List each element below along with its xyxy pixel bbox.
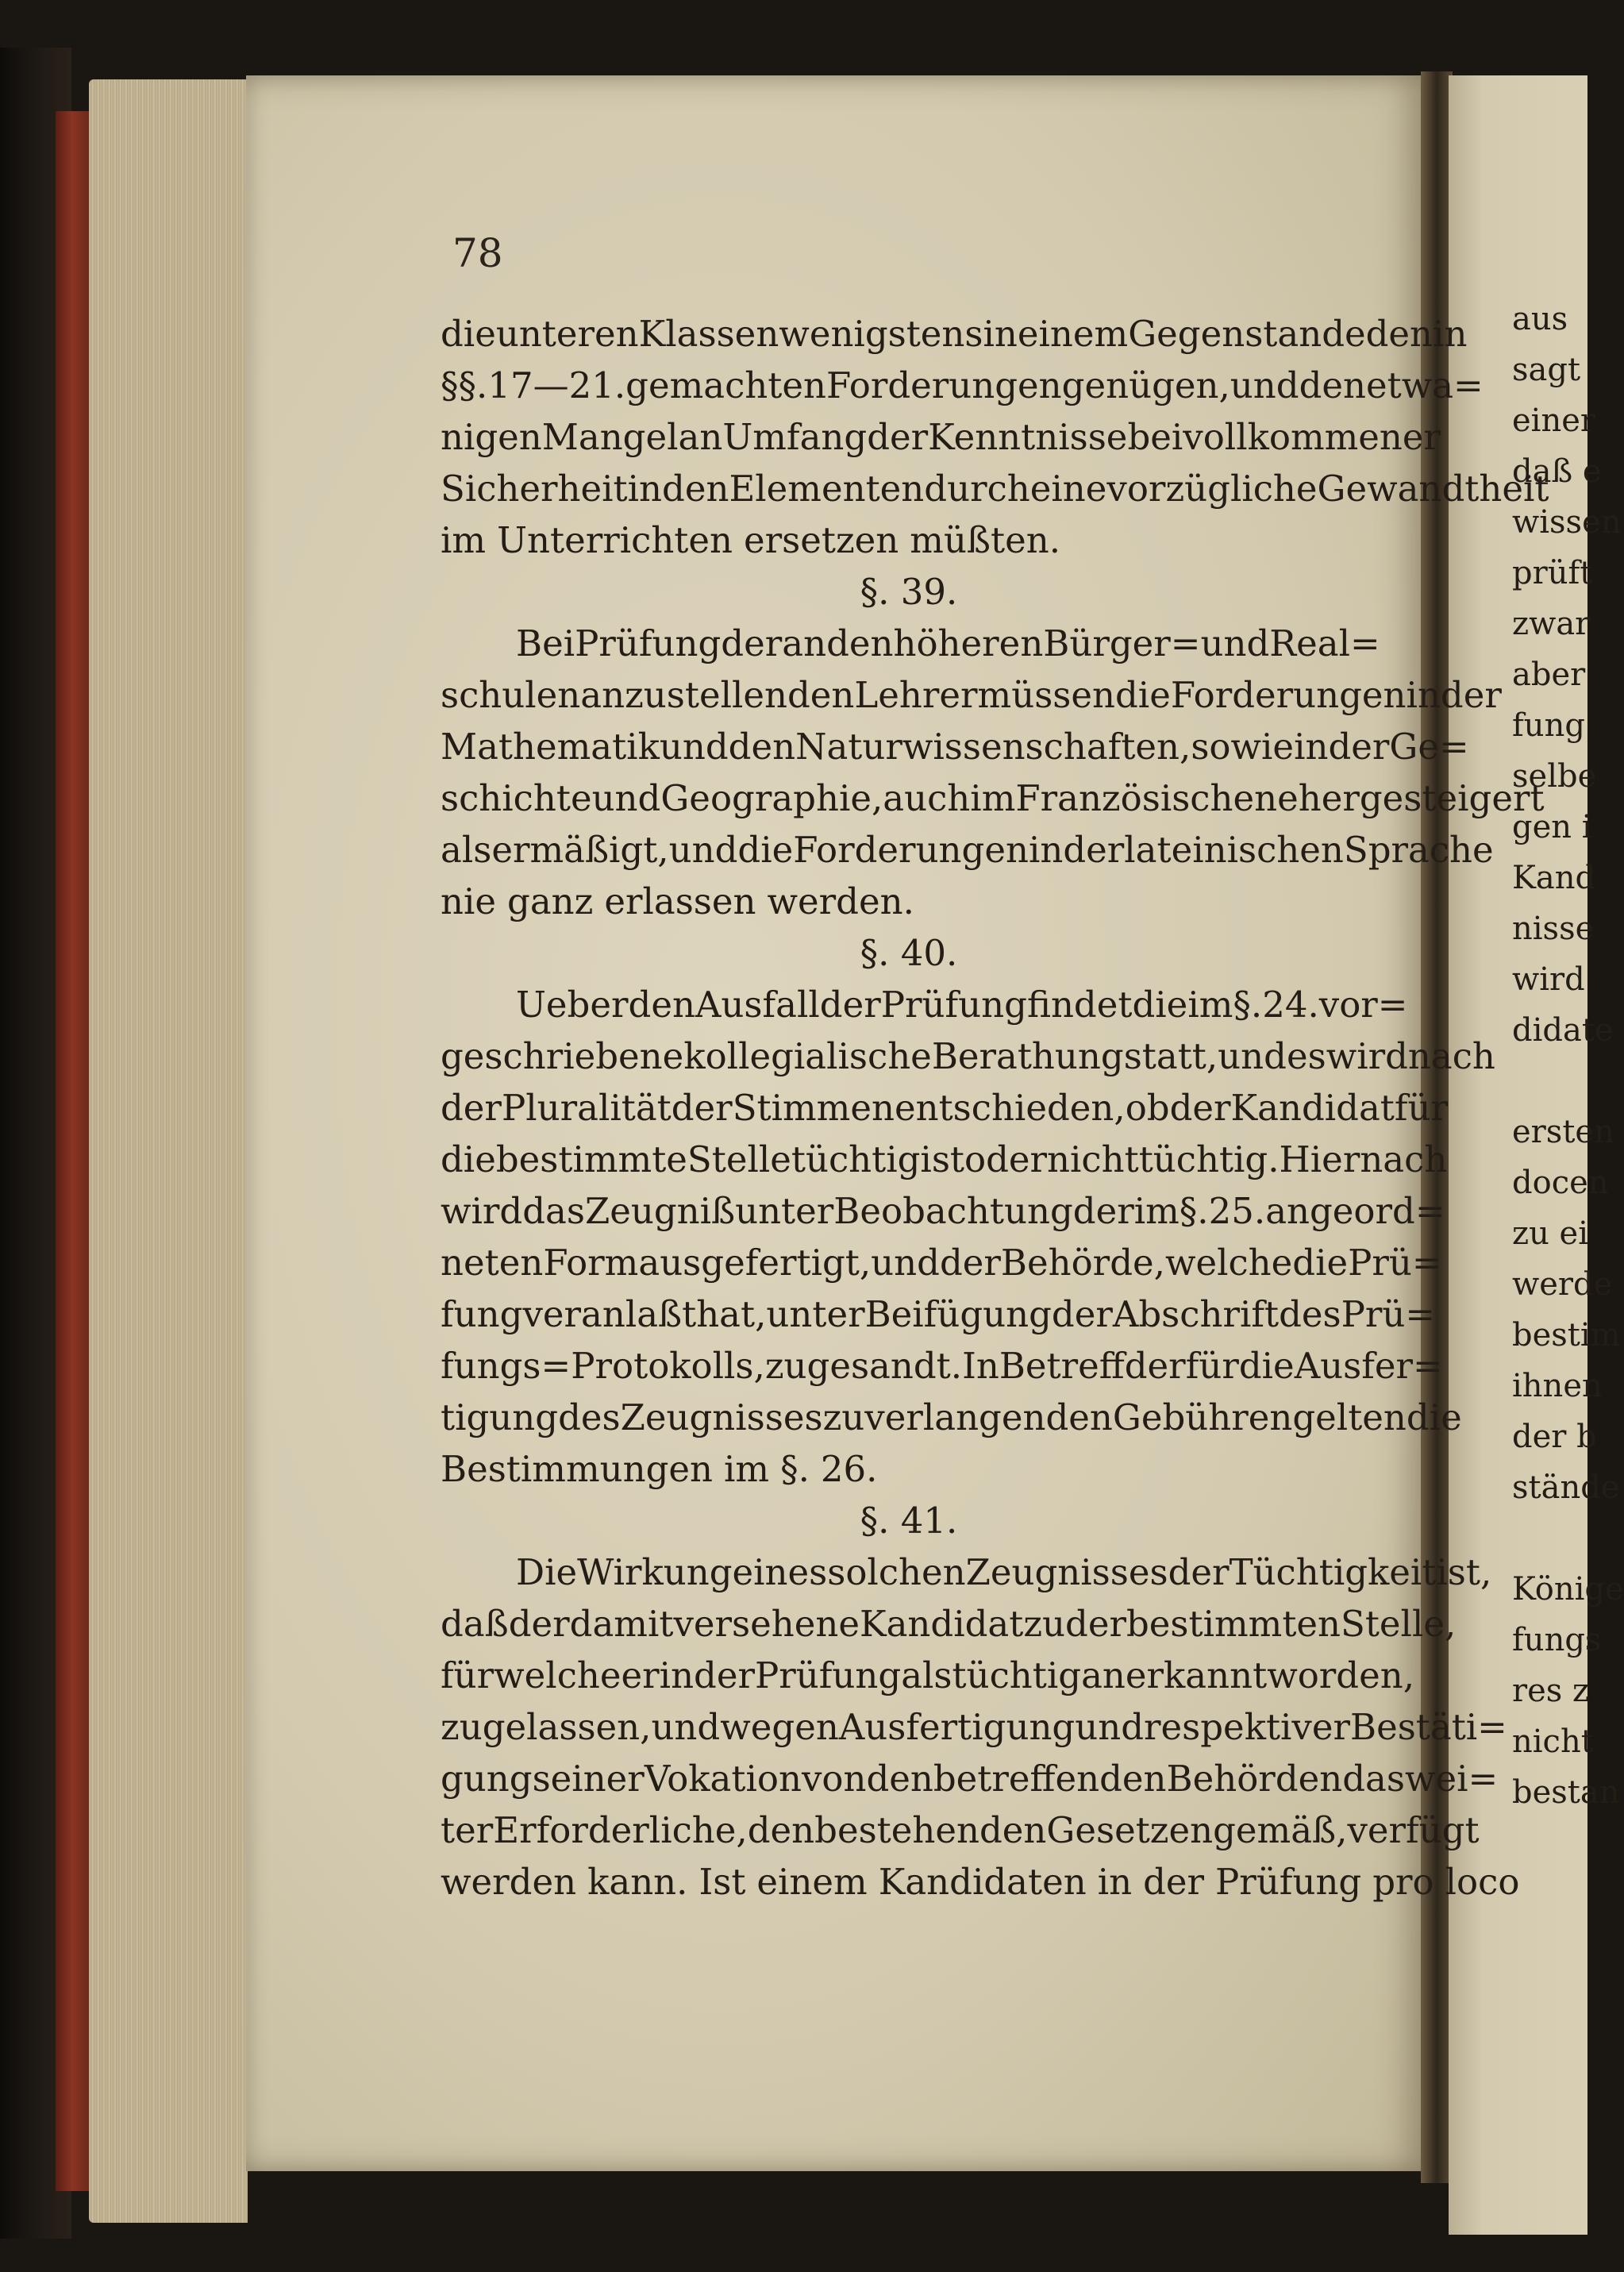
text-line: wird das Zeugniß unter Beobachtung der im §. 25. angeord= bbox=[441, 1190, 1445, 1232]
right-page-fragment bbox=[1512, 1513, 1587, 1564]
right-page-fragment: daß e bbox=[1512, 453, 1602, 490]
right-page-fragment: ersten bbox=[1512, 1114, 1614, 1150]
text-line: der Pluralität der Stimmen entschieden, ob der Kandidat für bbox=[441, 1087, 1449, 1129]
text-line: als ermäßigt, und die Forderungen in der lateinischen Sprache bbox=[441, 829, 1494, 871]
right-page-fragment: nicht bbox=[1512, 1723, 1594, 1760]
right-page-fragment: sagt bbox=[1512, 352, 1581, 388]
text-line: Bei Prüfung der an den höheren Bürger= und Real= bbox=[516, 622, 1380, 664]
text-line: §§. 17—21. gemachten Forderungen genügen, und den etwa= bbox=[441, 364, 1484, 406]
right-page-fragment: zwar bbox=[1512, 606, 1591, 642]
page-stack bbox=[89, 79, 248, 2223]
text-line: Die Wirkung eines solchen Zeugnisses der Tüchtigkeit ist, bbox=[516, 1551, 1492, 1593]
text-line: schichte und Geographie, auch im Französischen eher gesteigert bbox=[441, 777, 1545, 819]
right-page-fragment: res z bbox=[1512, 1673, 1590, 1709]
text-line: fung veranlaßt hat, unter Beifügung der Abschrift des Prü= bbox=[441, 1293, 1436, 1335]
right-page-fragment: werde bbox=[1512, 1266, 1613, 1303]
right-page-fragment: zu ei bbox=[1512, 1215, 1589, 1252]
right-page-fragment: einer bbox=[1512, 402, 1596, 439]
right-page-fragment: prüft bbox=[1512, 555, 1593, 591]
section-40-heading: §. 40. bbox=[860, 932, 958, 974]
text-line: neten Form ausgefertigt, und der Behörde, welche die Prü= bbox=[441, 1242, 1442, 1284]
text-line: nigen Mangel an Umfang der Kenntnisse bei vollkommener bbox=[441, 416, 1441, 458]
text-line: die bestimmte Stelle tüchtig ist oder nicht tüchtig. Hiernach bbox=[441, 1138, 1448, 1180]
text-line: ter Erforderliche, den bestehenden Gesetzen gemäß, verfügt bbox=[441, 1809, 1480, 1851]
right-page-fragment: ihnen bbox=[1512, 1368, 1603, 1404]
right-page-fragment: nisse bbox=[1512, 911, 1595, 947]
right-page-text bbox=[1512, 294, 1624, 1818]
section-41-body bbox=[441, 1546, 1520, 1908]
section-39-heading: §. 39. bbox=[860, 571, 958, 613]
text-line: im Unterrichten ersetzen müßten. bbox=[441, 519, 1060, 561]
right-page-fragment: bestan bbox=[1512, 1774, 1620, 1811]
text-line: für welche er in der Prüfung als tüchtig anerkannt worden, bbox=[441, 1654, 1415, 1696]
page-number: 78 bbox=[452, 230, 503, 276]
text-line: nie ganz erlassen werden. bbox=[441, 880, 914, 922]
right-page-fragment: aber bbox=[1512, 657, 1586, 693]
right-page-fragment: selbe bbox=[1512, 758, 1597, 795]
right-page-fragment: Kand bbox=[1512, 860, 1596, 896]
text-line: schulen anzustellenden Lehrer müssen die Forderungen in der bbox=[441, 674, 1502, 716]
right-page-fragment: docen bbox=[1512, 1165, 1609, 1201]
text-line: Bestimmungen im §. 26. bbox=[441, 1448, 878, 1490]
right-page-fragment: Könige bbox=[1512, 1571, 1624, 1608]
right-page-fragment: wird bbox=[1512, 961, 1585, 998]
right-page-fragment: aus bbox=[1512, 301, 1568, 337]
right-page-fragment: stände bbox=[1512, 1469, 1620, 1506]
text-line: tigung des Zeugnisses zu verlangenden Gebühren gelten die bbox=[441, 1396, 1462, 1438]
right-page-fragment: fungs bbox=[1512, 1622, 1602, 1658]
right-page-fragment: wissen bbox=[1512, 504, 1622, 541]
text-line: gung seiner Vokation von den betreffenden Behörden das wei= bbox=[441, 1758, 1499, 1800]
text-line: daß der damit versehene Kandidat zu der bestimmten Stelle, bbox=[441, 1603, 1457, 1645]
right-page-fragment: gen i bbox=[1512, 809, 1592, 845]
text-line: Sicherheit in den Elementen durch eine vorzügliche Gewandtheit bbox=[441, 468, 1549, 510]
section-41-heading: §. 41. bbox=[860, 1500, 958, 1542]
text-line: fungs=Protokolls, zugesandt. In Betreff der für die Ausfer= bbox=[441, 1345, 1443, 1387]
section-39-body bbox=[441, 618, 1545, 927]
text-line: Ueber den Ausfall der Prüfung findet die im §. 24. vor= bbox=[516, 984, 1408, 1026]
text-line: werden kann. Ist einem Kandidaten in der Prüfung pro loco bbox=[441, 1861, 1520, 1903]
text-line: geschriebene kollegialische Berathung statt, und es wird nach bbox=[441, 1035, 1495, 1077]
text-line: die unteren Klassen wenigstens in einem Gegenstande den in bbox=[441, 313, 1468, 355]
text-line: Mathematik und den Naturwissenschaften, so wie in der Ge= bbox=[441, 726, 1469, 768]
right-page-fragment: der b bbox=[1512, 1419, 1597, 1455]
right-page-fragment: fung bbox=[1512, 707, 1585, 744]
text-line: zugelassen, und wegen Ausfertigung und respektiver Bestäti= bbox=[441, 1706, 1507, 1748]
section-40-body bbox=[441, 979, 1495, 1495]
right-page-fragment: didate bbox=[1512, 1012, 1614, 1049]
right-page-fragment bbox=[1512, 1056, 1587, 1107]
right-page-fragment: bestim bbox=[1512, 1317, 1621, 1354]
